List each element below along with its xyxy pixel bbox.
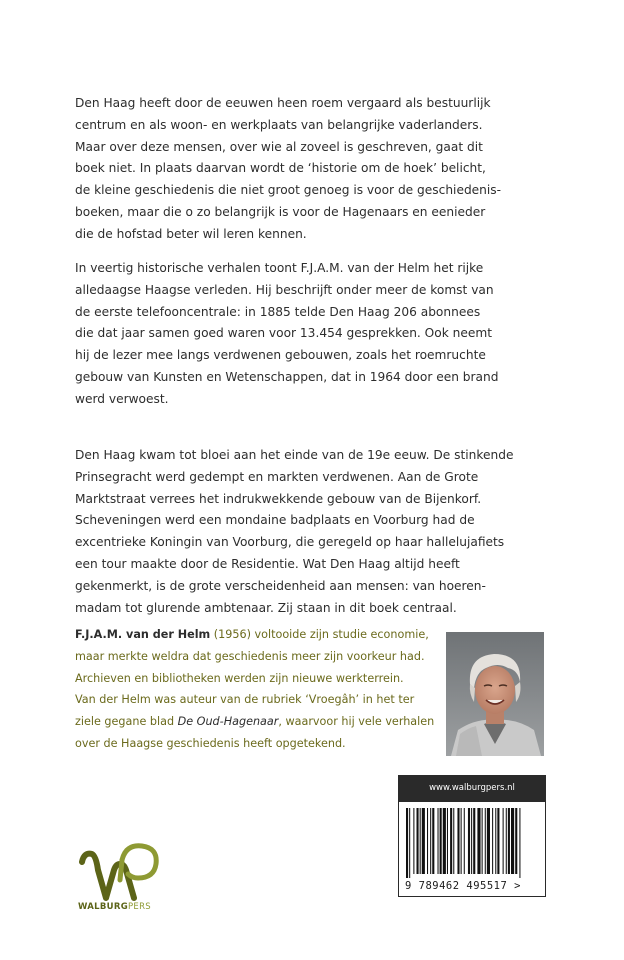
bio-text: ziele gegane blad <box>75 715 178 729</box>
publisher-name-part1: WALBURG <box>78 902 128 912</box>
barcode-bar <box>427 808 428 874</box>
history-paragraph <box>75 445 555 619</box>
bio-line: Van der Helm was auteur van de rubriek ‘Vroegâh’ in het ter <box>75 693 415 707</box>
barcode-bar <box>485 808 486 874</box>
text-line: Prinsegracht werd gedempt en markten verdwenen. Aan de Grote <box>75 469 479 484</box>
text-line: alledaagse Haagse verleden. Hij beschrijft onder meer de komst van <box>75 282 494 297</box>
text-line: hij de lezer mee langs verdwenen gebouwen, zoals het roemruchte <box>75 348 486 363</box>
barcode-bar <box>477 808 480 874</box>
publisher-name <box>78 902 151 912</box>
barcode-bar <box>487 808 490 874</box>
text-line: Maar over deze mensen, over wie al zoveel is geschreven, gaat dit <box>75 139 483 154</box>
text-line: Den Haag kwam tot bloei aan het einde van de 19e eeuw. De stinkende <box>75 448 514 462</box>
barcode-bar <box>430 808 431 874</box>
barcode-bar <box>422 808 425 874</box>
barcode-bar <box>453 808 454 874</box>
barcode-bar <box>432 808 434 874</box>
text-line: madam tot glurende ambtenaar. Zij staan in dit boek centraal. <box>75 600 457 615</box>
text-line: boek niet. In plaats daarvan wordt de ‘historie om de hoek’ belicht, <box>75 161 486 176</box>
isbn-number: 9 789462 495517 > <box>405 880 521 892</box>
barcode-bars <box>402 808 542 880</box>
barcode-bar <box>457 808 459 874</box>
text-line: gebouw van Kunsten en Wetenschappen, dat in 1964 door een brand <box>75 369 499 384</box>
barcode-bar <box>482 808 483 874</box>
bio-line <box>75 711 435 733</box>
text-line: boeken, maar die o zo belangrijk is voor de Hagenaars en eenieder <box>75 204 486 219</box>
barcode-bar <box>473 808 475 874</box>
barcode-bar <box>508 808 510 874</box>
barcode-bar <box>420 808 421 874</box>
bio-line: Archieven en bibliotheken werden zijn nieuwe werkterrein. <box>75 671 404 685</box>
barcode-bar <box>497 808 499 874</box>
text-line: de eerste telefooncentrale: in 1885 telde Den Haag 206 abonnees <box>75 304 481 319</box>
bio-text: (1956) voltooide zijn studie economie, <box>210 628 429 641</box>
barcode-bar <box>515 808 517 874</box>
bio-line <box>75 624 435 646</box>
barcode-bar <box>450 808 452 874</box>
barcode-bar <box>440 808 442 874</box>
barcode-bar <box>447 808 448 874</box>
barcode-bar <box>464 808 465 874</box>
barcode-bar <box>495 808 496 874</box>
text-line: werd verwoest. <box>75 391 169 406</box>
barcode <box>398 802 546 897</box>
barcode-bar <box>468 808 470 874</box>
author-bio <box>75 624 435 755</box>
barcode-bar <box>443 808 446 874</box>
barcode-bar <box>413 808 414 874</box>
isbn-barcode-box <box>398 775 546 897</box>
stories-paragraph <box>75 258 555 411</box>
author-photo <box>446 632 544 756</box>
text-line: gekenmerkt, is de grote verscheidenheid aan mensen: van hoeren- <box>75 578 486 593</box>
barcode-bar <box>503 808 504 874</box>
barcode-bar <box>471 808 472 874</box>
text-line: Marktstraat verrees het indrukwekkende gebouw van de Bijenkorf. <box>75 491 482 506</box>
intro-paragraph <box>75 93 555 246</box>
text-line: Den Haag heeft door de eeuwen heen roem vergaard als bestuurlijk <box>75 96 491 110</box>
publisher-url: www.walburgpers.nl <box>398 775 546 802</box>
barcode-bar <box>461 808 462 874</box>
text-line: excentrieke Koningin van Voorburg, die geregeld op haar hallelujafiets <box>75 535 505 550</box>
barcode-bar <box>438 808 439 874</box>
text-line: Scheveningen werd een mondaine badplaats en Voorburg had de <box>75 513 475 528</box>
barcode-bar <box>511 808 514 874</box>
publisher-name-part2: PERS <box>128 902 151 912</box>
magazine-title: De Oud-Hagenaar <box>177 715 279 729</box>
author-name: F.J.A.M. van der Helm <box>75 628 211 641</box>
bio-line: over de Haagse geschiedenis heeft opgetekend. <box>75 736 346 750</box>
text-line: een tour maakte door de Residentie. Wat Den Haag altijd heeft <box>75 556 460 571</box>
barcode-bar <box>492 808 493 874</box>
barcode-bar <box>406 808 408 878</box>
bio-line: maar merkte weldra dat geschiedenis meer zijn voorkeur had. <box>75 649 425 663</box>
text-line: In veertig historische verhalen toont F.J.A.M. van der Helm het rijke <box>75 261 484 275</box>
text-line: die dat jaar samen goed waren voor 13.454 gesprekken. Ook neemt <box>75 326 493 341</box>
bio-text: , waarvoor hij vele verhalen <box>278 715 435 729</box>
barcode-bar <box>506 808 507 874</box>
barcode-bar <box>417 808 419 874</box>
text-line: die de hofstad beter wil leren kennen. <box>75 226 307 241</box>
barcode-bar <box>409 808 410 878</box>
barcode-bar <box>519 808 520 878</box>
text-line: centrum en als woon- en werkplaats van belangrijke vaderlanders. <box>75 117 483 132</box>
text-line: de kleine geschiedenis die niet groot genoeg is voor de geschiedenis- <box>75 183 502 198</box>
